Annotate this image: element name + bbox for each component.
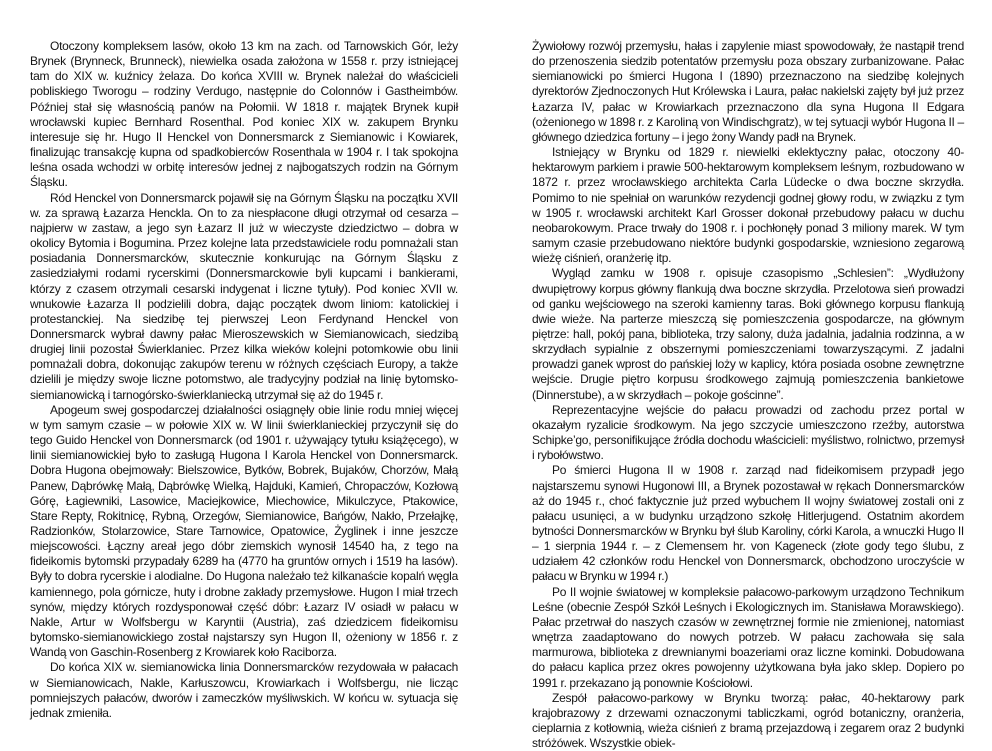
paragraph: Żywiołowy rozwój przemysłu, hałas i zapylenie miast spowodowały, że nastąpił trend do przenoszenia siedzib potentatów przemysłu poza obszary zurbanizowane. Pałac siemianowicki po śmierci Hugona I (1890) przeznaczono na siedzibę kolejnych dyrektorów Zjednoczonych Hut Królewska i Laura, pałac nakielski zajęty był już przez Łazarza IV, pałac w Krowiarkach przeznaczono dla syna Hugona II Edgara (ożenionego w 1898 r. z Karoliną von Windischgratz), w tej sytuacji wybór Hugona II – głównego dziedzica fortuny – i jego żony Wandy padł na Brynek. <box>532 39 964 144</box>
paragraph: Ród Henckel von Donnersmarck pojawił się na Górnym Śląsku na początku XVII w. za sprawą Łazarza Henckla. On to za niespłacone długi otrzymał od cesarza – najpierw w zastaw, a jego syn Łazarz II już w wieczyste dziedzictwo – dobra w okolicy Bytomia i Bogumina. Przez kolejne lata przedstawiciele rodu pomnażali stan posiadania Donnersmarcków, skutecznie konkurując na Górnym Śląsku z zasiedziałymi rodami rycerskimi (Donnersmarckowie byli kupcami i bankierami, którzy z czasem otrzymali cesarski indygenat i liczne tytuły). Pod koniec XVII w. wnukowie Łazarza II podzielili dobra, dając początek dwom liniom: katolickiej i protestanckiej. Na siedzibę tej pierwszej Leon Ferdynand Henckel von Donnersmarck wybrał dawny pałac Mieroszewskich w Siemianowicach, siedzibą drugiej linii pozostał Świerklaniec. Przez kilka wieków kolejni potomkowie obu linii pomnażali dobra, dokonując zakupów terenu w różnych częściach Europy, a także dzielili je między swoje liczne potomstwo, ale tradycyjny podział na linię bytomsko-siemianowicką i tarnogórsko-świerklaniecką utrzymał się aż do 1945 r. <box>30 190 458 402</box>
left-text-column <box>30 39 458 721</box>
paragraph: Do końca XIX w. siemianowicka linia Donnersmarcków rezydowała w pałacach w Siemianowicach, Nakle, Karłuszowcu, Krowiarkach i Wolfsbergu, nie licząc pomniejszych pałaców, dworów i zameczków myśliwskich. W końcu w. sytuacja się jednak zmieniła. <box>30 660 458 720</box>
paragraph: Po śmierci Hugona II w 1908 r. zarząd nad fideikomisem przypadł jego najstarszemu synowi Hugonowi III, a Brynek pozostawał w rękach Donnersmarcków aż do 1945 r., choć faktycznie już przed wybuchem II wojny światowej zostali oni z pałacu usunięci, a w budynku urządzono szkołę Hitlerjugend. Ostatnim akordem bytności Donnersmarcków w Brynku był ślub Karoliny, córki Karola, a wnuczki Hugo II – 1 sierpnia 1944 r. – z Clemensem hr. von Kageneck (złote gody tego ślubu, z udziałem 42 członków rodu Henckel von Donnersmarck, obchodzono uroczyście w pałacu w Brynku w 1994 r.) <box>532 463 964 584</box>
paragraph: Wygląd zamku w 1908 r. opisuje czasopismo „Schlesien”: „Wydłużony dwupiętrowy korpus główny flankują dwa boczne skrzydła. Przelotowa sień prowadzi od ganku wejściowego na szeroki kamienny taras. Boki głównego korpusu flankują dwie wieże. Na parterze mieszczą się pomieszczenia gospodarcze, na głównym piętrze: hall, pokój pana, biblioteka, trzy salony, duża jadalnia, jadalnia rodzinna, a w skrzydłach sypialnie z obszernymi pomieszczeniami towarzyszącymi. Z jadalni prowadzi ganek wprost do pańskiej loży w kaplicy, która posiada osobne zewnętrzne wejście. Drugie piętro korpusu środkowego zajmują pomieszczenia bankietowe (Dinnerstube), a w skrzydłach – pokoje gościnne”. <box>532 266 964 402</box>
right-text-column <box>532 39 964 751</box>
paragraph: Istniejący w Brynku od 1829 r. niewielki eklektyczny pałac, otoczony 40-hektarowym parkiem i prawie 500-hektarowym kompleksem leśnym, rozbudowano w 1872 r. przez wrocławskiego architekta Carla Lüdecke o dwa boczne skrzydła. Pomimo to nie spełniał on warunków rezydencji godnej głowy rodu, w związku z tym w 1905 r. wrocławski architekt Karl Grosser dokonał przebudowy pałacu w duchu neobarokowym. Prace trwały do 1908 r. i pochłonęły ponad 3 miliony marek. W tym samym czasie przebudowano niektóre budynki gospodarskie, wzniesiono zegarową wieżę ciśnień, oranżerię itp. <box>532 145 964 266</box>
paragraph: Zespół pałacowo-parkowy w Brynku tworzą: pałac, 40-hektarowy park krajobrazowy z drzewami oznaczonymi tabliczkami, ogród botaniczny, oranżeria, cieplarnia z kotłownią, wieża ciśnień z bramą przejazdową i zegarem oraz 2 budynki stróżówek. Wszystkie obiek- <box>532 690 964 751</box>
paragraph: Otoczony kompleksem lasów, około 13 km na zach. od Tarnowskich Gór, leży Brynek (Brynneck, Brunneck), niewielka osada założona w 1558 r. przy istniejącej tam do XIX w. kuźnicy żelaza. Do końca XVIII w. Brynek należał do właścicieli pobliskiego Tworogu – rodziny Verdugo, następnie do Colonnów i Gastheimbów. Później stał się własnością panów na Połomii. W 1818 r. majątek Brynek kupił wrocławski kupiec Bernhard Rosenthal. Pod koniec XIX w. zakupem Brynku interesuje się hr. Hugo II Henckel von Donnersmarck z Siemianowic i Kowiarek, finalizując transakcję kupna od spadkobierców Rosenthala w 1904 r. I tak spokojna leśna osada wchodzi w orbitę interesów jednej z najbogatszych rodzin na Górnym Śląsku. <box>30 39 458 190</box>
paragraph: Reprezentacyjne wejście do pałacu prowadzi od zachodu przez portal w okazałym ryzalicie środkowym. Na jego szczycie umieszczono rzeźby, autorstwa Schipke’go, personifikujące źródła dochodu właścicieli: myślistwo, rolnictwo, przemysł i rybołówstwo. <box>532 402 964 463</box>
paragraph: Po II wojnie światowej w kompleksie pałacowo-parkowym urządzono Technikum Leśne (obecnie Zespół Szkół Leśnych i Ekologicznych im. Stanisława Morawskiego). Pałac przetrwał do naszych czasów w zewnętrznej formie nie zmienionej, natomiast wnętrza zaadaptowano do nowych potrzeb. W pałacu zachowała się sala marmurowa, biblioteka z drewnianymi boazeriami oraz liczne kominki. Dobudowana do pałacu kaplica przez okres powojenny użytkowana była jako sklep. Dopiero po 1991 r. przekazano ją ponownie Kościołowi. <box>532 584 964 690</box>
paragraph: Apogeum swej gospodarczej działalności osiągnęły obie linie rodu mniej więcej w tym samym czasie – w połowie XIX w. W linii świerklanieckiej przyczynił się do tego Guido Henckel von Donnersmarck (od 1901 r. używający tytułu książęcego), w linii siemianowickiej było to zasługą Hugona I Karola Henckel von Donnersmarck. Dobra Hugona obejmowały: Bielszowice, Bytków, Bobrek, Bujaków, Chorzów, Małą Panew, Dąbrówkę Małą, Dąbrówkę Wielką, Hajduki, Kamień, Chropaczów, Kozłową Górę, Łagiewniki, Lasowice, Maciejkowice, Miechowice, Mikulczyce, Ptakowice, Stare Repty, Rokitnicę, Rybną, Orzegów, Siemianowice, Bańgów, Nakło, Przełajkę, Radzionków, Stolarzowice, Stare Tarnowice, Opatowice, Żyglinek i inne jeszcze miejscowości. Łączny areał jego dóbr ziemskich wynosił 14540 ha, z tego na fideikomis bytomski przypadały 6289 ha (4770 ha gruntów ornych i 1519 ha lasów). Były to dobra rycerskie i alodialne. Do Hugona należało też kilkanaście kopalń węgla kamiennego, pola górnicze, huty i drobne zakłady przemysłowe. Hugon I miał trzech synów, między których rozdysponował część dóbr: Łazarz IV osiadł w pałacu w Nakle, Artur w Wolfsbergu w Karyntii (Austria), zaś dziedzicem fideikomisu bytomsko-siemianowickiego został najstarszy syn Hugon II, ożeniony w 1856 r. z Wandą von Gaschin-Rosenberg z Krowiarek koło Raciborza. <box>30 402 458 660</box>
